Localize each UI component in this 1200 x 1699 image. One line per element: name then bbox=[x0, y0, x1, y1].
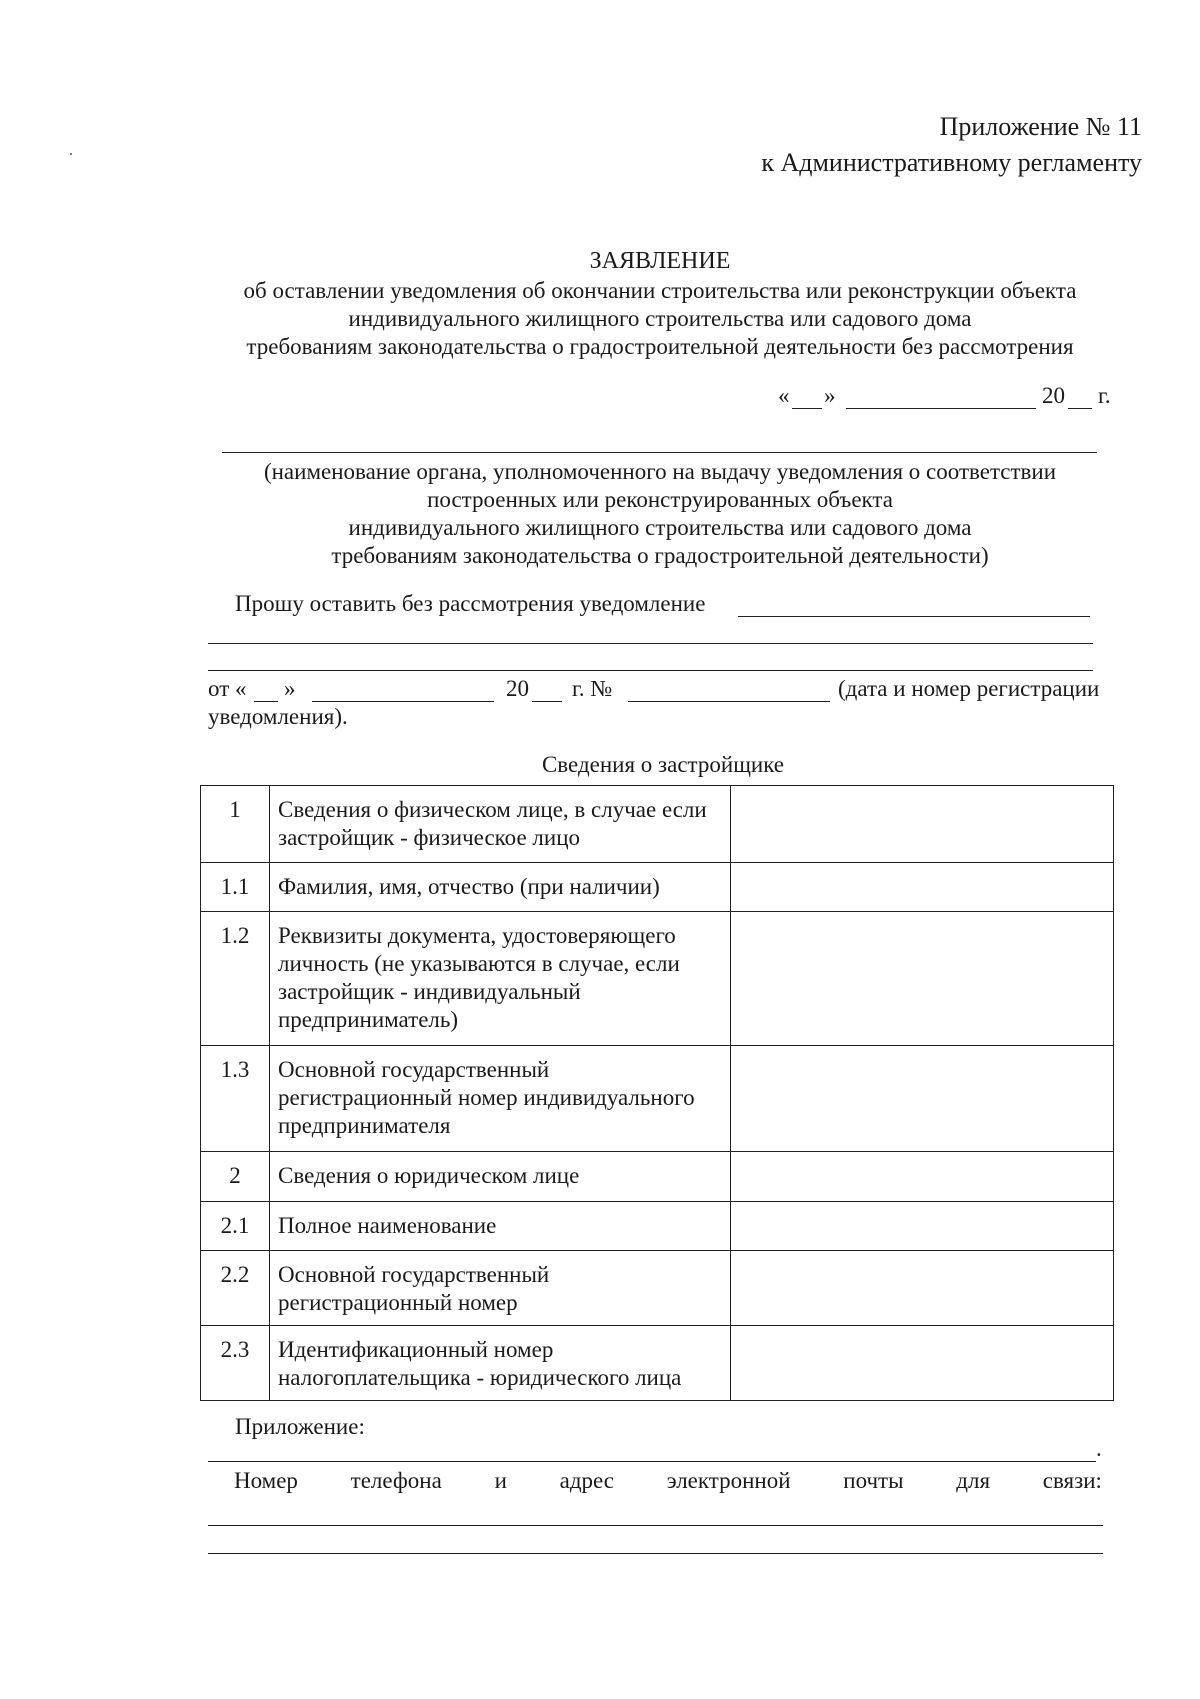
table-row bbox=[201, 1326, 1114, 1401]
row-label: Фамилия, имя, отчество (при наличии) bbox=[270, 863, 731, 912]
attachment-end-mark: . bbox=[1096, 1436, 1102, 1461]
row-number: 2 bbox=[201, 1152, 270, 1202]
reg-hint-2: уведомления). bbox=[208, 704, 348, 729]
row-number: 2.1 bbox=[201, 1202, 270, 1251]
contact-word: для bbox=[956, 1468, 991, 1493]
row-value-cell[interactable] bbox=[731, 1152, 1114, 1202]
notice-blank-2[interactable] bbox=[208, 643, 1093, 644]
table-row bbox=[201, 863, 1114, 912]
row-label: Основной государственный регистрационный номер индивидуального предпринимателя bbox=[270, 1046, 731, 1152]
contact-word: связи: bbox=[1042, 1468, 1102, 1493]
title-line-3: требованиям законодательства о градостроительной деятельности без рассмотрения bbox=[246, 334, 1074, 359]
row-label: Сведения о физическом лице, в случае если застройщик - физическое лицо bbox=[270, 786, 731, 863]
table-row bbox=[201, 1046, 1114, 1152]
date-year-prefix: 20 bbox=[1042, 383, 1065, 408]
request-text: Прошу оставить без рассмотрения уведомление bbox=[235, 591, 706, 616]
date-day-blank[interactable] bbox=[792, 408, 822, 409]
row-number: 1 bbox=[201, 786, 270, 863]
date-month-blank[interactable] bbox=[846, 408, 1036, 409]
reg-close-quote: » bbox=[284, 676, 296, 701]
authority-name-blank[interactable] bbox=[222, 452, 1097, 453]
table-row bbox=[201, 1202, 1114, 1251]
row-value-cell[interactable] bbox=[731, 1251, 1114, 1326]
contact-word: телефона bbox=[350, 1468, 442, 1493]
contact-word: почты bbox=[843, 1468, 904, 1493]
row-label: Основной государственный регистрационный номер bbox=[270, 1251, 731, 1326]
contact-word: электронной bbox=[666, 1468, 791, 1493]
contact-blank-1[interactable] bbox=[208, 1525, 1103, 1526]
row-value-cell[interactable] bbox=[731, 1202, 1114, 1251]
reg-from-label: от « bbox=[208, 676, 247, 701]
reg-day-blank[interactable] bbox=[254, 701, 278, 702]
table-row bbox=[201, 912, 1114, 1046]
title-line-1: об оставлении уведомления об окончании строительства или реконструкции объекта bbox=[243, 278, 1077, 303]
appendix-number: Приложение № 11 bbox=[939, 112, 1142, 141]
attachment-label: Приложение: bbox=[235, 1414, 365, 1439]
row-value-cell[interactable] bbox=[731, 912, 1114, 1046]
row-number: 1.2 bbox=[201, 912, 270, 1046]
scan-speck bbox=[70, 153, 72, 155]
contact-word: адрес bbox=[559, 1468, 615, 1493]
row-value-cell[interactable] bbox=[731, 786, 1114, 863]
row-number: 2.2 bbox=[201, 1251, 270, 1326]
reg-month-blank[interactable] bbox=[312, 701, 494, 702]
row-number: 2.3 bbox=[201, 1326, 270, 1401]
title-line-2: индивидуального жилищного строительства или садового дома bbox=[348, 306, 972, 331]
contact-label bbox=[208, 1468, 1102, 1494]
table-row bbox=[201, 1251, 1114, 1326]
authority-hint-2: построенных или реконструированных объекта bbox=[427, 487, 893, 512]
reg-year-blank[interactable] bbox=[532, 701, 562, 702]
row-label: Идентификационный номер налогоплательщика - юридического лица bbox=[270, 1326, 731, 1401]
row-value-cell[interactable] bbox=[731, 1046, 1114, 1152]
authority-hint-3: индивидуального жилищного строительства или садового дома bbox=[348, 515, 972, 540]
authority-hint-4: требованиям законодательства о градостроительной деятельности) bbox=[331, 543, 989, 568]
table-row bbox=[201, 786, 1114, 863]
reg-number-blank[interactable] bbox=[628, 701, 830, 702]
developer-info-table bbox=[200, 785, 1114, 1401]
date-close-quote: » bbox=[824, 383, 836, 408]
developer-heading: Сведения о застройщике bbox=[541, 752, 785, 777]
date-year-suffix: г. bbox=[1098, 383, 1111, 408]
row-label: Сведения о юридическом лице bbox=[270, 1152, 731, 1202]
reg-year-prefix: 20 bbox=[506, 676, 529, 701]
date-year-blank[interactable] bbox=[1068, 408, 1092, 409]
row-label: Полное наименование bbox=[270, 1202, 731, 1251]
reg-hint: (дата и номер регистрации bbox=[838, 676, 1100, 701]
row-value-cell[interactable] bbox=[731, 863, 1114, 912]
row-number: 1.1 bbox=[201, 863, 270, 912]
appendix-regulation-ref: к Административному регламенту bbox=[761, 148, 1142, 177]
row-number: 1.3 bbox=[201, 1046, 270, 1152]
contact-word: Номер bbox=[234, 1468, 298, 1493]
contact-word: и bbox=[494, 1468, 507, 1493]
date-open-quote: « bbox=[778, 383, 790, 408]
document-title: ЗАЯВЛЕНИЕ bbox=[589, 248, 731, 274]
notice-blank-3[interactable] bbox=[208, 670, 1093, 671]
notice-blank-1[interactable] bbox=[738, 616, 1090, 617]
reg-number-label: г. № bbox=[572, 676, 613, 701]
row-value-cell[interactable] bbox=[731, 1326, 1114, 1401]
table-row bbox=[201, 1152, 1114, 1202]
attachment-blank[interactable] bbox=[208, 1461, 1096, 1462]
contact-blank-2[interactable] bbox=[208, 1553, 1103, 1554]
authority-hint-1: (наименование органа, уполномоченного на выдачу уведомления о соответствии bbox=[263, 459, 1057, 484]
row-label: Реквизиты документа, удостоверяющего личность (не указываются в случае, если застройщик - индивидуальный предприниматель) bbox=[270, 912, 731, 1046]
